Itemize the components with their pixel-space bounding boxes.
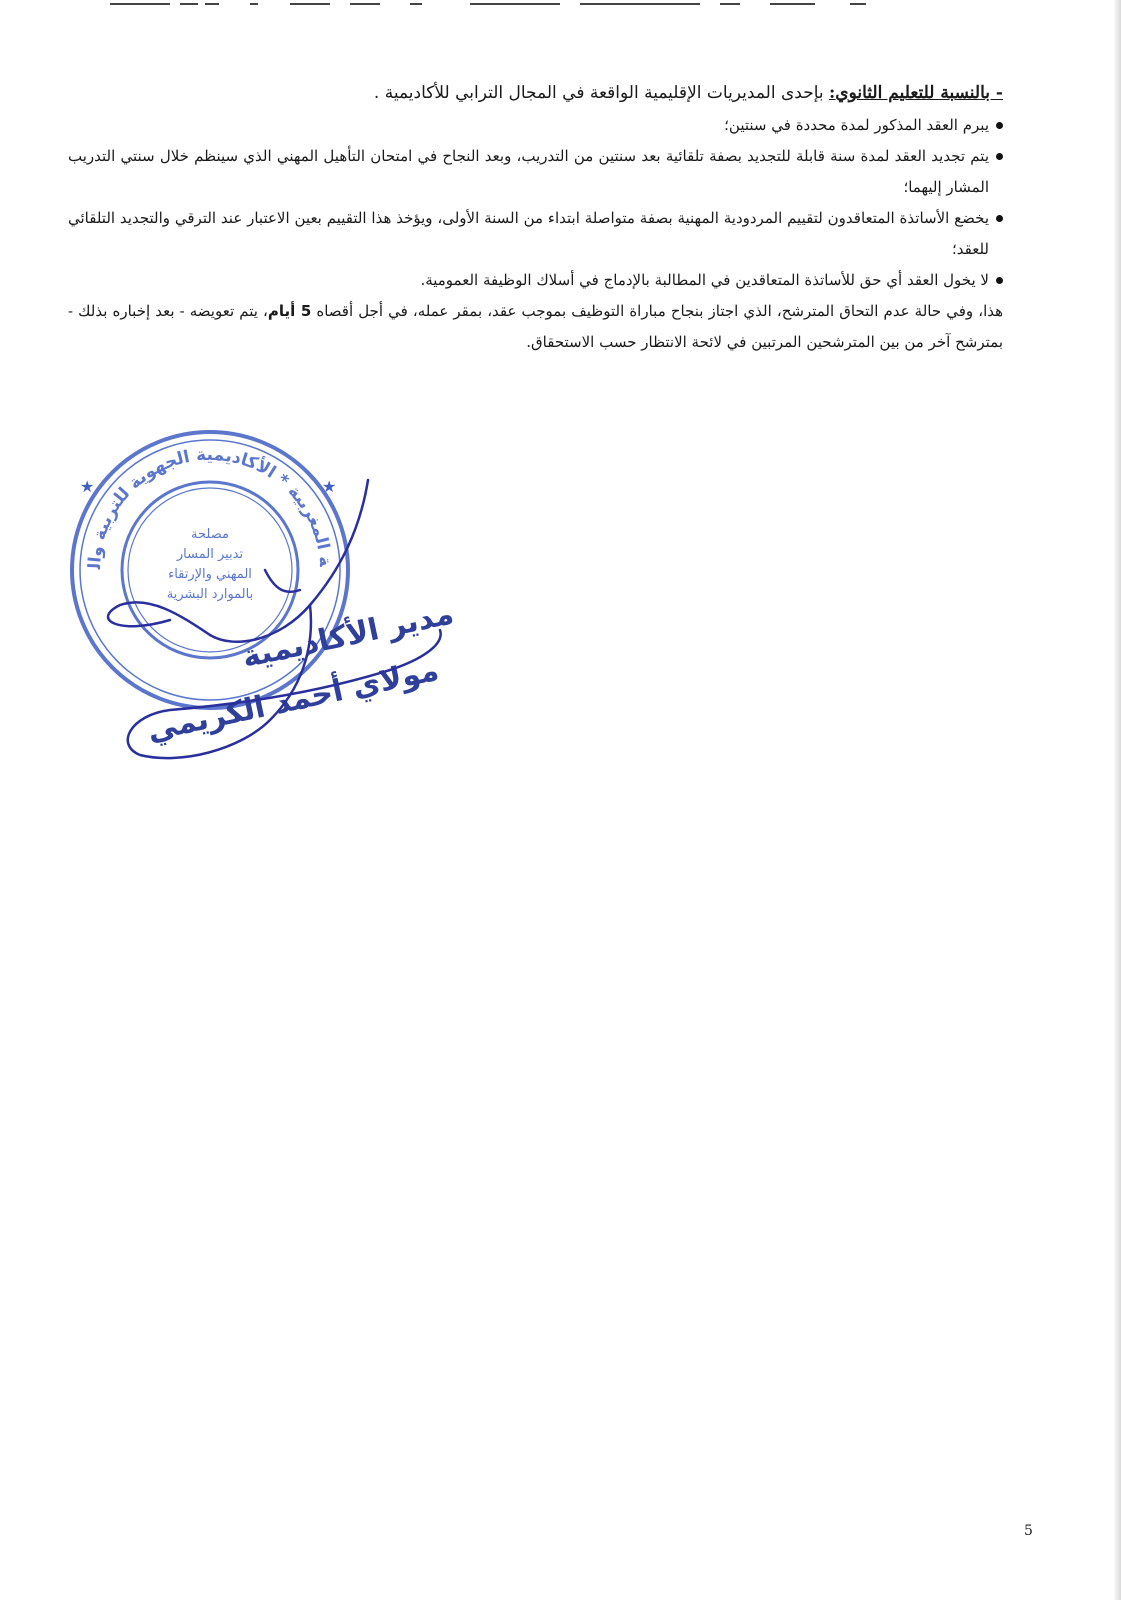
page-number: 5	[1024, 1523, 1033, 1539]
section-heading	[68, 80, 1003, 106]
list-item: لا يخول العقد أي حق للأساتذة المتعاقدين في المطالبة بالإدماج في أسلاك الوظيفة العمومية.	[68, 265, 1003, 296]
stamp-center-line: المهني والإرتقاء	[168, 567, 252, 582]
stamp-center-line: بالموارد البشرية	[166, 587, 254, 602]
list-item: يتم تجديد العقد لمدة سنة قابلة للتجديد بصفة تلقائية بعد سنتين من التدريب، وبعد النجاح في امتحان التأهيل المهني الذي سينظم خلال سنتي التدريب المشار إليهما؛	[68, 141, 1003, 203]
signatory-name: مولاي أحمد الكريمي	[144, 652, 442, 749]
scan-top-artifacts	[110, 0, 890, 10]
stamp-center-line: مصلحة	[191, 527, 229, 542]
closing-text-end: ، يتم تعويضه - بعد إخباره بذلك - بمترشح آخر من بين المترشحين المرتبين في لائحة الانتظار حسب الاستحقاق.	[68, 302, 1003, 351]
closing-paragraph	[68, 296, 1003, 358]
list-item: يخضع الأساتذة المتعاقدون لتقييم المردودية المهنية بصفة متواصلة ابتداء من السنة الأولى، ويؤخذ هذا التقييم بعين الاعتبار عند الترقي والتجديد التلقائي للعقد؛	[68, 203, 1003, 265]
stamp-and-signature	[60, 420, 480, 790]
bullet-list	[68, 110, 1003, 296]
stamp-star-icon: ★	[80, 477, 95, 496]
deadline-emphasis: 5 أيام	[267, 302, 312, 320]
heading-lead: - بالنسبة للتعليم الثانوي:	[829, 83, 1003, 103]
heading-rest: بإحدى المديريات الإقليمية الواقعة في المجال الترابي للأكاديمية .	[373, 83, 830, 103]
signatory-title: مدير الأكاديمية	[239, 596, 457, 676]
list-item: يبرم العقد المذكور لمدة محددة في سنتين؛	[68, 110, 1003, 141]
stamp-center-line: تدبير المسار	[176, 547, 244, 562]
stamp-star-icon: ★	[322, 477, 337, 496]
official-stamp	[60, 420, 480, 790]
scan-edge-shadow	[1113, 0, 1121, 1600]
closing-text-start: هذا، وفي حالة عدم التحاق المترشح، الذي اجتاز بنجاح مباراة التوظيف بموجب عقد، بمقر عمله، في أجل أقصاه	[311, 302, 1004, 320]
document-body	[68, 80, 1003, 358]
stamp-ring-text: ة المغربية * الأكاديمية الجهوية للتربية وال	[84, 444, 336, 570]
